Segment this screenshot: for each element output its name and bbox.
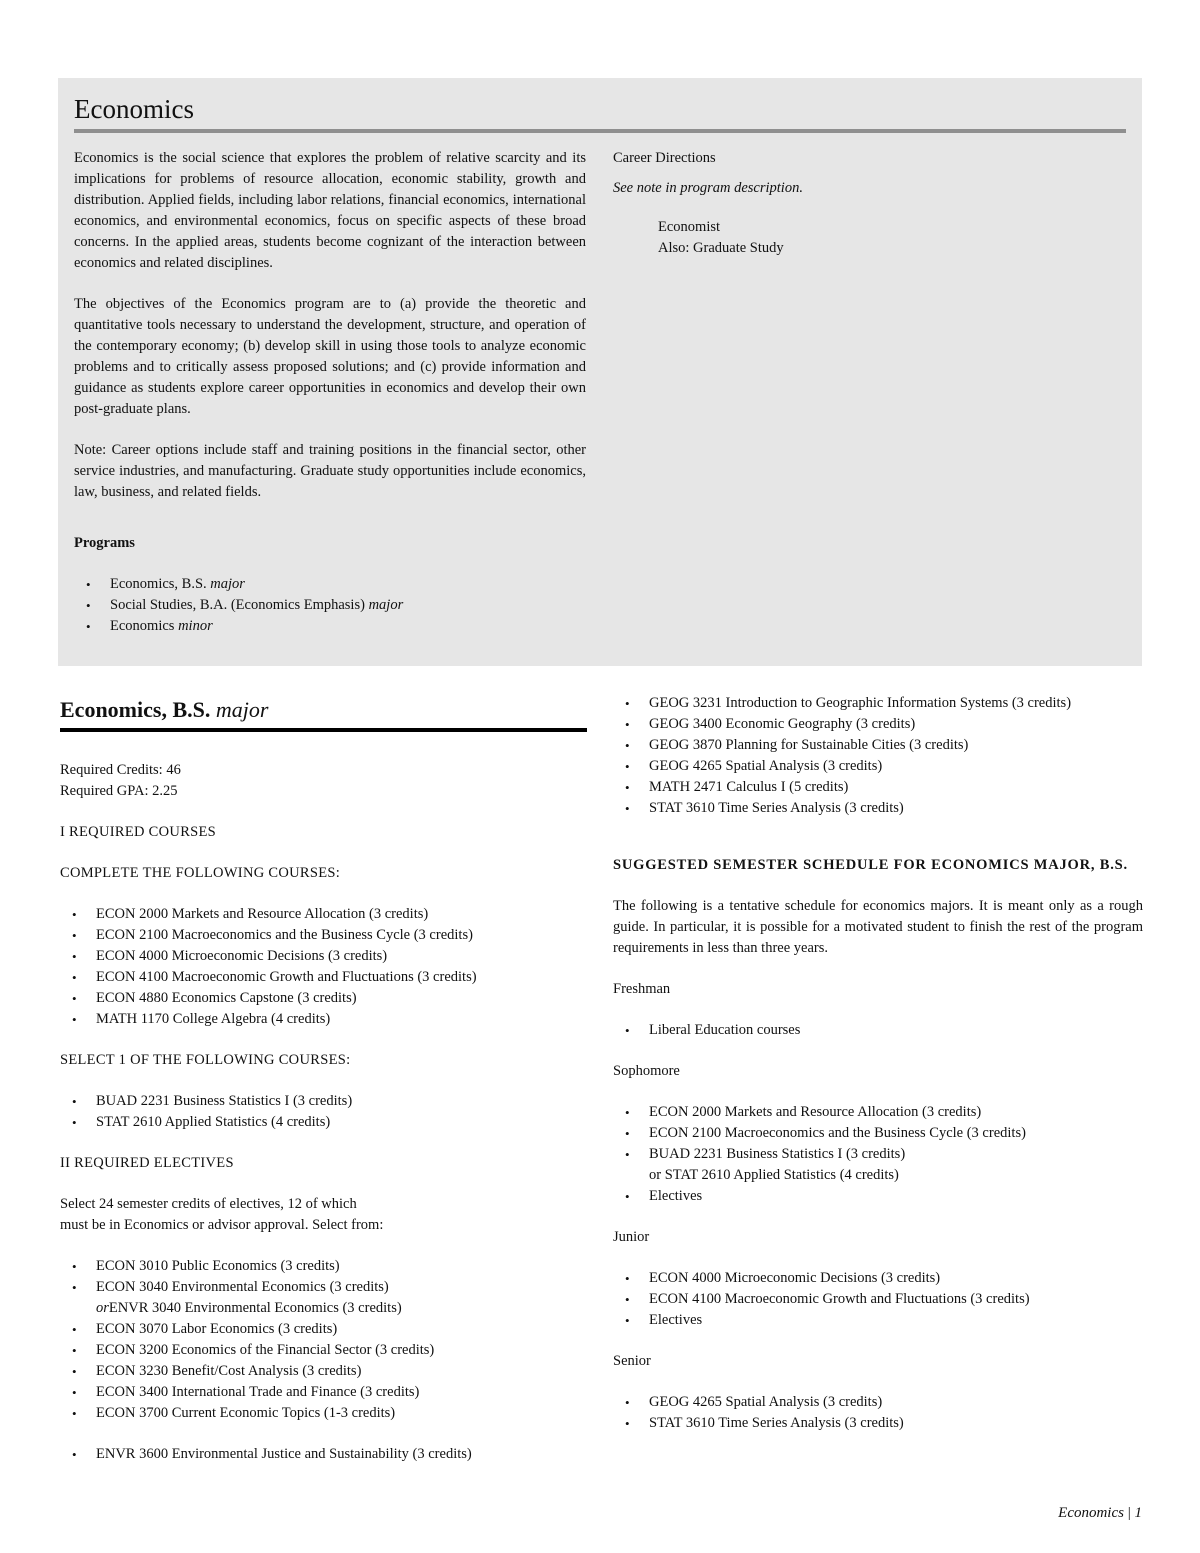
course-link[interactable]: • ECON 4100 Macroeconomic Growth and Fluctuations (3 credits) — [613, 1289, 1143, 1310]
footer-label: Economics — [1058, 1505, 1124, 1521]
description-paragraph: Note: Career options include staff and training positions in the financial sector, other service industries, and manufacturing. Graduate study opportunities include economics, law, business, and related fields. — [74, 442, 586, 500]
course-link[interactable]: • MATH 2471 Calculus I (5 credits) — [613, 777, 1143, 798]
course-link[interactable]: • BUAD 2231 Business Statistics I (3 credits) — [60, 1091, 587, 1112]
required-credits: Required Credits: 46 — [60, 762, 181, 778]
career-item: Also: Graduate Study — [658, 240, 784, 256]
complete-heading: COMPLETE THE FOLLOWING COURSES: — [60, 865, 341, 881]
bs-major-section — [60, 693, 587, 1465]
select-course-list — [60, 1091, 587, 1133]
continued-section — [613, 693, 1143, 1434]
course-link[interactable]: • ECON 2100 Macroeconomics and the Business Cycle (3 credits) — [60, 925, 587, 946]
freshman-label: Freshman — [613, 981, 671, 997]
program-link[interactable]: • Economics minor — [74, 616, 586, 637]
footer-separator: | — [1127, 1505, 1131, 1521]
course-link[interactable]: • GEOG 4265 Spatial Analysis (3 credits) — [613, 756, 1143, 777]
course-link[interactable]: • GEOG 3231 Introduction to Geographic Information Systems (3 credits) — [613, 693, 1143, 714]
program-link[interactable]: • Social Studies, B.A. (Economics Emphasis) major — [74, 595, 586, 616]
required-courses-heading: I REQUIRED COURSES — [60, 824, 217, 840]
section-title: Economics, B.S. major — [60, 697, 269, 722]
course-link[interactable]: • ECON 3010 Public Economics (3 credits) — [60, 1256, 587, 1277]
course-link[interactable]: • ECON 3070 Labor Economics (3 credits) — [60, 1319, 587, 1340]
course-link[interactable]: • ECON 3400 International Trade and Finance (3 credits) — [60, 1382, 587, 1403]
schedule-item: • Electives — [613, 1310, 1143, 1331]
programs-list — [74, 574, 586, 637]
electives-list-continued — [613, 693, 1143, 819]
course-link[interactable]: • ECON 2000 Markets and Resource Allocation (3 credits) — [613, 1102, 1143, 1123]
course-link[interactable]: • ECON 4100 Macroeconomic Growth and Fluctuations (3 credits) — [60, 967, 587, 988]
electives-intro: must be in Economics or advisor approval. Select from: — [60, 1217, 384, 1233]
course-link[interactable]: • ECON 3230 Benefit/Cost Analysis (3 credits) — [60, 1361, 587, 1382]
course-link[interactable]: • ECON 2100 Macroeconomics and the Business Cycle (3 credits) — [613, 1123, 1143, 1144]
course-link[interactable]: • STAT 3610 Time Series Analysis (3 credits) — [613, 798, 1143, 819]
course-link[interactable]: • GEOG 4265 Spatial Analysis (3 credits) — [613, 1392, 1143, 1413]
career-item: Economist — [658, 219, 721, 235]
career-list — [658, 217, 1113, 259]
programs-heading: Programs — [74, 535, 135, 551]
course-link[interactable]: • ECON 4000 Microeconomic Decisions (3 credits) — [613, 1268, 1143, 1289]
course-link[interactable]: • STAT 3610 Time Series Analysis (3 credits) — [613, 1413, 1143, 1434]
course-link[interactable]: • STAT 2610 Applied Statistics (4 credits) — [60, 1112, 587, 1133]
title-divider — [74, 129, 1126, 133]
sophomore-label: Sophomore — [613, 1063, 680, 1079]
junior-list — [613, 1268, 1143, 1331]
electives-list — [60, 1256, 587, 1424]
required-gpa: Required GPA: 2.25 — [60, 783, 178, 799]
course-link[interactable]: • GEOG 3870 Planning for Sustainable Cities (3 credits) — [613, 735, 1143, 756]
freshman-list — [613, 1020, 1143, 1041]
complete-course-list — [60, 904, 587, 1030]
course-link[interactable]: • ECON 2000 Markets and Resource Allocation (3 credits) — [60, 904, 587, 925]
career-directions — [613, 148, 1113, 259]
schedule-item: • Electives — [613, 1186, 1143, 1207]
electives-list-tail — [60, 1444, 587, 1465]
course-link[interactable]: • ECON 3700 Current Economic Topics (1-3 credits) — [60, 1403, 587, 1424]
course-link[interactable]: • GEOG 3400 Economic Geography (3 credits) — [613, 714, 1143, 735]
course-link[interactable]: • ECON 4880 Economics Capstone (3 credits) — [60, 988, 587, 1009]
senior-label: Senior — [613, 1353, 651, 1369]
description-paragraph: The objectives of the Economics program are to (a) provide the theoretic and quantitative tools necessary to understand the development, structure, and operation of the contemporary economy; (b) develop skill in using those tools to analyze economic problems and to critically assess proposed solutions; and (c) provide information and guidance as students explore career opportunities in economics and develop their own post-graduate plans. — [74, 296, 586, 417]
page-footer — [1058, 1503, 1142, 1524]
sophomore-list — [613, 1102, 1143, 1207]
description-paragraph: Economics is the social science that explores the problem of relative scarcity and its implications for problems of resource allocation, economic stability, growth and distribution. Applied fields, including labor relations, financial economics, international economics, and environmental economics, focus on specific aspects of these broad concerns. In the applied areas, students become cognizant of the interaction between economics and related disciplines. — [74, 150, 586, 271]
course-link[interactable]: • ENVR 3600 Environmental Justice and Sustainability (3 credits) — [60, 1444, 587, 1465]
intro-panel — [58, 78, 1142, 666]
course-link[interactable]: • ECON 3040 Environmental Economics (3 credits) orENVR 3040 Environmental Economics (3 credits) — [60, 1277, 587, 1319]
program-link[interactable]: • Economics, B.S. major — [74, 574, 586, 595]
page-title: Economics — [74, 94, 194, 124]
course-link[interactable]: • ECON 4000 Microeconomic Decisions (3 credits) — [60, 946, 587, 967]
schedule-intro: The following is a tentative schedule for economics majors. It is meant only as a rough guide. In particular, it is possible for a motivated student to finish the rest of the program requirements in less than three years. — [613, 898, 1143, 956]
schedule-item: • Liberal Education courses — [613, 1020, 1143, 1041]
required-electives-heading: II REQUIRED ELECTIVES — [60, 1155, 234, 1171]
schedule-heading: SUGGESTED SEMESTER SCHEDULE FOR ECONOMICS MAJOR, B.S. — [613, 857, 1128, 873]
course-link[interactable]: • MATH 1170 College Algebra (4 credits) — [60, 1009, 587, 1030]
program-description — [74, 148, 586, 637]
career-heading: Career Directions — [613, 150, 716, 166]
junior-label: Junior — [613, 1229, 650, 1245]
electives-intro: Select 24 semester credits of electives, 12 of which — [60, 1196, 357, 1212]
senior-list — [613, 1392, 1143, 1434]
course-link[interactable]: • ECON 3200 Economics of the Financial Sector (3 credits) — [60, 1340, 587, 1361]
page-number: 1 — [1134, 1505, 1142, 1521]
select-heading: SELECT 1 OF THE FOLLOWING COURSES: — [60, 1052, 351, 1068]
section-divider — [60, 728, 587, 732]
course-link[interactable]: • BUAD 2231 Business Statistics I (3 credits) or STAT 2610 Applied Statistics (4 credits) — [613, 1144, 1143, 1186]
career-note: See note in program description. — [613, 180, 803, 196]
